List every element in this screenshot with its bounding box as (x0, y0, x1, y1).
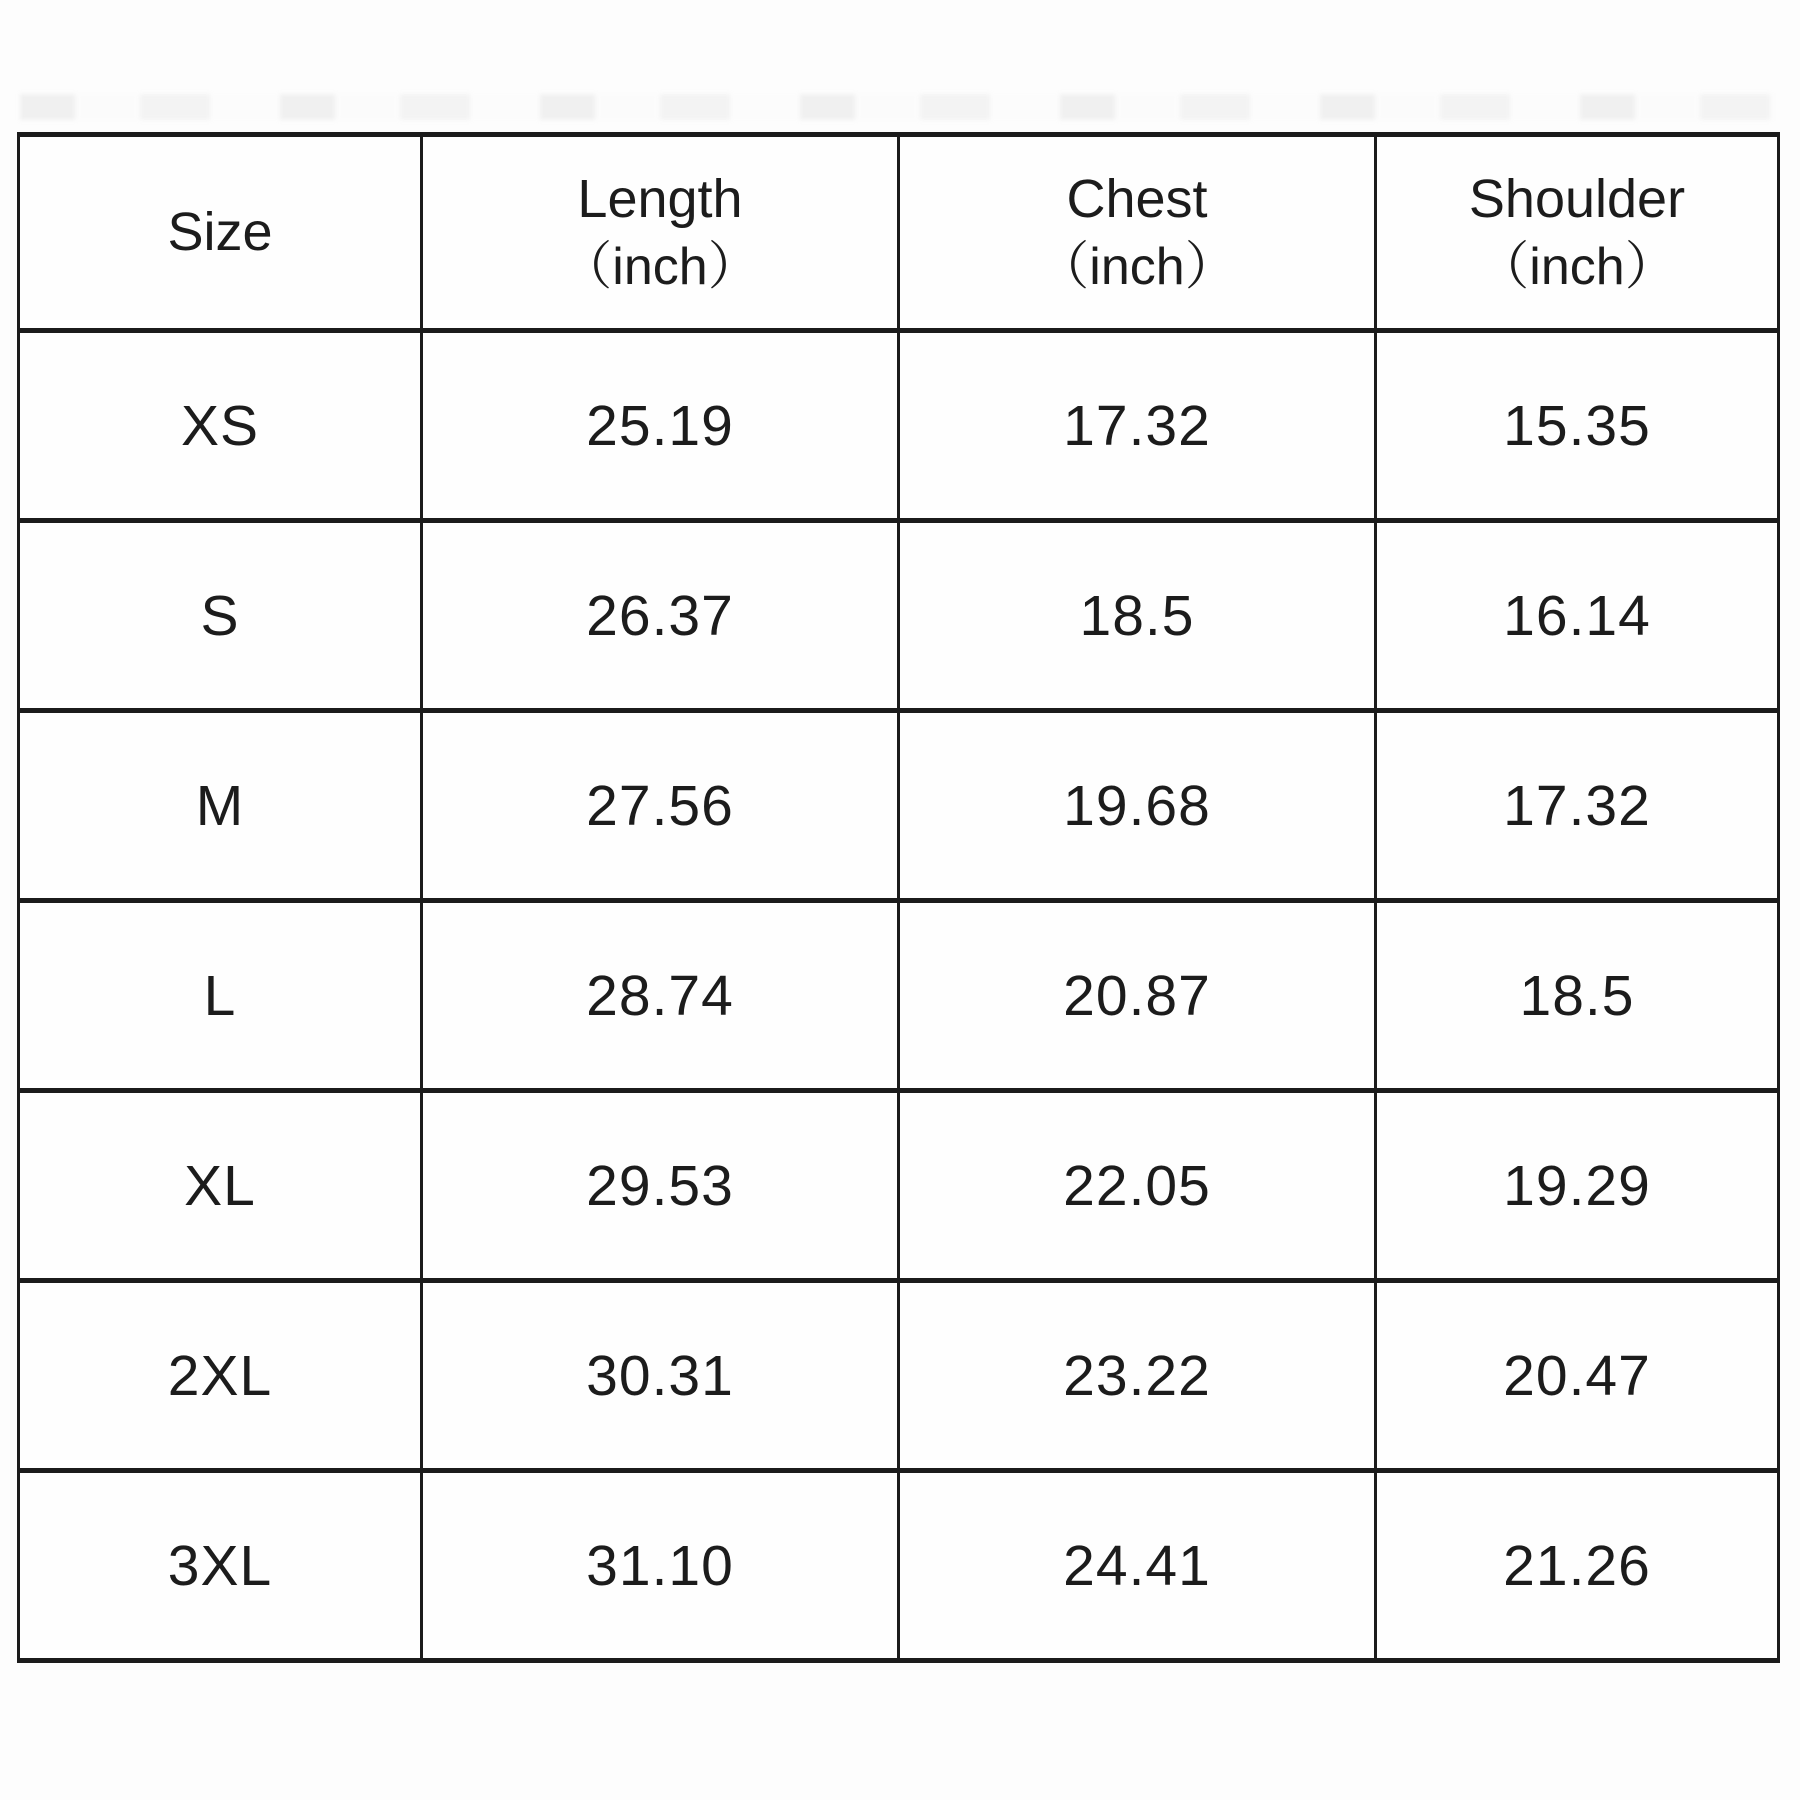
chest-cell: 18.5 (899, 521, 1376, 711)
size-cell: XL (19, 1091, 422, 1281)
table-row (19, 1281, 1779, 1471)
header-cell-length (422, 135, 899, 331)
length-cell: 26.37 (422, 521, 899, 711)
size-cell: S (19, 521, 422, 711)
table-row (19, 901, 1779, 1091)
header-size-label: Size (167, 201, 273, 262)
header-cell-size (19, 135, 422, 331)
size-chart-table (17, 132, 1780, 1663)
header-row (19, 135, 1779, 331)
table-row (19, 331, 1779, 521)
length-cell: 29.53 (422, 1091, 899, 1281)
size-cell: 3XL (19, 1471, 422, 1661)
table-row (19, 1471, 1779, 1661)
chest-cell: 24.41 (899, 1471, 1376, 1661)
shoulder-cell: 17.32 (1376, 711, 1779, 901)
length-cell: 31.10 (422, 1471, 899, 1661)
size-cell: 2XL (19, 1281, 422, 1471)
table-row (19, 711, 1779, 901)
chest-cell: 22.05 (899, 1091, 1376, 1281)
shoulder-cell: 20.47 (1376, 1281, 1779, 1471)
header-chest-label: Chest (1066, 168, 1208, 229)
table-row (19, 1091, 1779, 1281)
size-cell: M (19, 711, 422, 901)
chest-cell: 17.32 (899, 331, 1376, 521)
shoulder-cell: 18.5 (1376, 901, 1779, 1091)
size-cell: L (19, 901, 422, 1091)
chest-cell: 20.87 (899, 901, 1376, 1091)
jpeg-artifact-band (20, 94, 1775, 120)
table-row (19, 521, 1779, 711)
length-cell: 28.74 (422, 901, 899, 1091)
header-cell-chest (899, 135, 1376, 331)
header-chest-unit: （inch） (1037, 237, 1237, 296)
length-cell: 25.19 (422, 331, 899, 521)
chest-cell: 23.22 (899, 1281, 1376, 1471)
shoulder-cell: 21.26 (1376, 1471, 1779, 1661)
length-cell: 30.31 (422, 1281, 899, 1471)
shoulder-cell: 16.14 (1376, 521, 1779, 711)
chest-cell: 19.68 (899, 711, 1376, 901)
length-cell: 27.56 (422, 711, 899, 901)
header-shoulder-unit: （inch） (1477, 237, 1677, 296)
header-length-label: Length (577, 168, 743, 229)
header-shoulder-label: Shoulder (1468, 168, 1686, 229)
shoulder-cell: 15.35 (1376, 331, 1779, 521)
header-length-unit: （inch） (560, 237, 760, 296)
size-cell: XS (19, 331, 422, 521)
header-cell-shoulder (1376, 135, 1779, 331)
shoulder-cell: 19.29 (1376, 1091, 1779, 1281)
